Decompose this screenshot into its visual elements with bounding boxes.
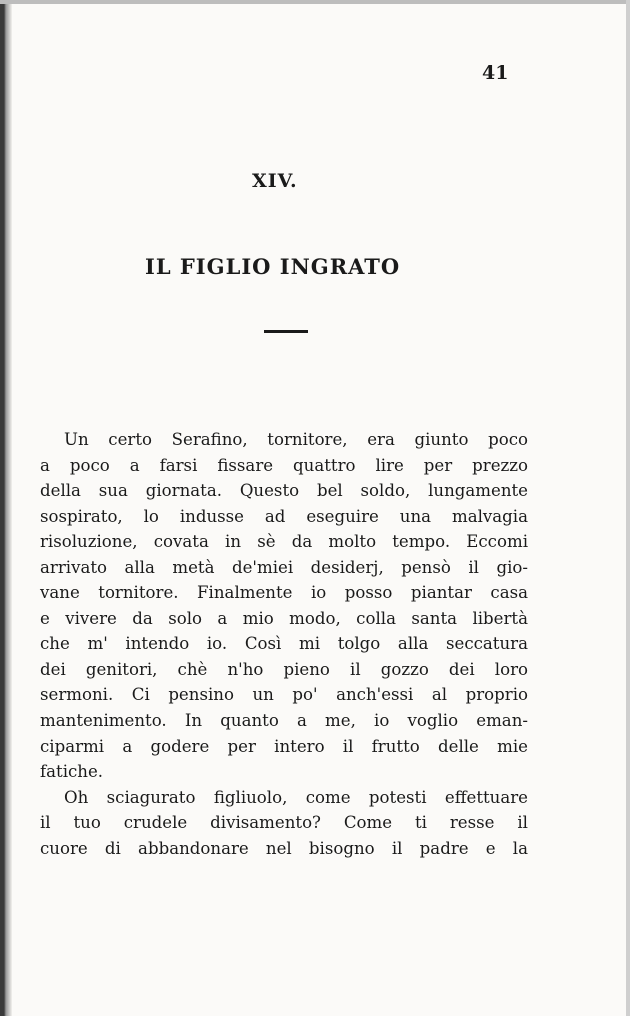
text-line: il tuo crudele divisamento? Come ti resse il [40,813,528,833]
text-line: dei genitori, chè n'ho pieno il gozzo dei loro [40,659,528,679]
text-line: Oh sciagurato figliuolo, come potesti effettuare [64,787,528,807]
page-right-edge [626,0,630,1016]
text-line: vane tornitore. Finalmente io posso piantar casa [40,583,528,603]
page-top-edge [0,0,630,4]
text-line: a poco a farsi fissare quattro lire per prezzo [40,455,528,475]
text-line: della sua giornata. Questo bel soldo, lungamente [40,481,528,501]
text-line: mantenimento. In quanto a me, io voglio eman- [40,711,528,731]
text-line: e vivere da solo a mio modo, colla santa libertà [40,608,528,628]
title-separator-rule [264,330,308,333]
text-line: Un certo Serafino, tornitore, era giunto poco [64,430,528,449]
text-line: risoluzione, covata in sè da molto tempo. Eccomi [40,532,528,552]
text-line: cuore di abbandonare nel bisogno il padre e la [40,838,528,858]
text-line: sermoni. Ci pensino un po' anch'essi al proprio [40,685,528,705]
text-line: sospirato, lo indusse ad eseguire una malvagia [40,506,528,526]
chapter-numeral: XIV. [252,170,298,192]
text-line: fatiche. [40,762,104,782]
page-number: 41 [482,62,509,84]
text-line: che m' intendo io. Così mi tolgo alla seccatura [40,634,528,654]
page-binding-edge [0,0,12,1016]
body-text [40,427,528,861]
text-line: ciparmi a godere per intero il frutto delle mie [40,736,528,756]
chapter-title: IL FIGLIO INGRATO [145,254,401,279]
text-line: arrivato alla metà de'miei desiderj, pensò il gio- [40,557,528,577]
